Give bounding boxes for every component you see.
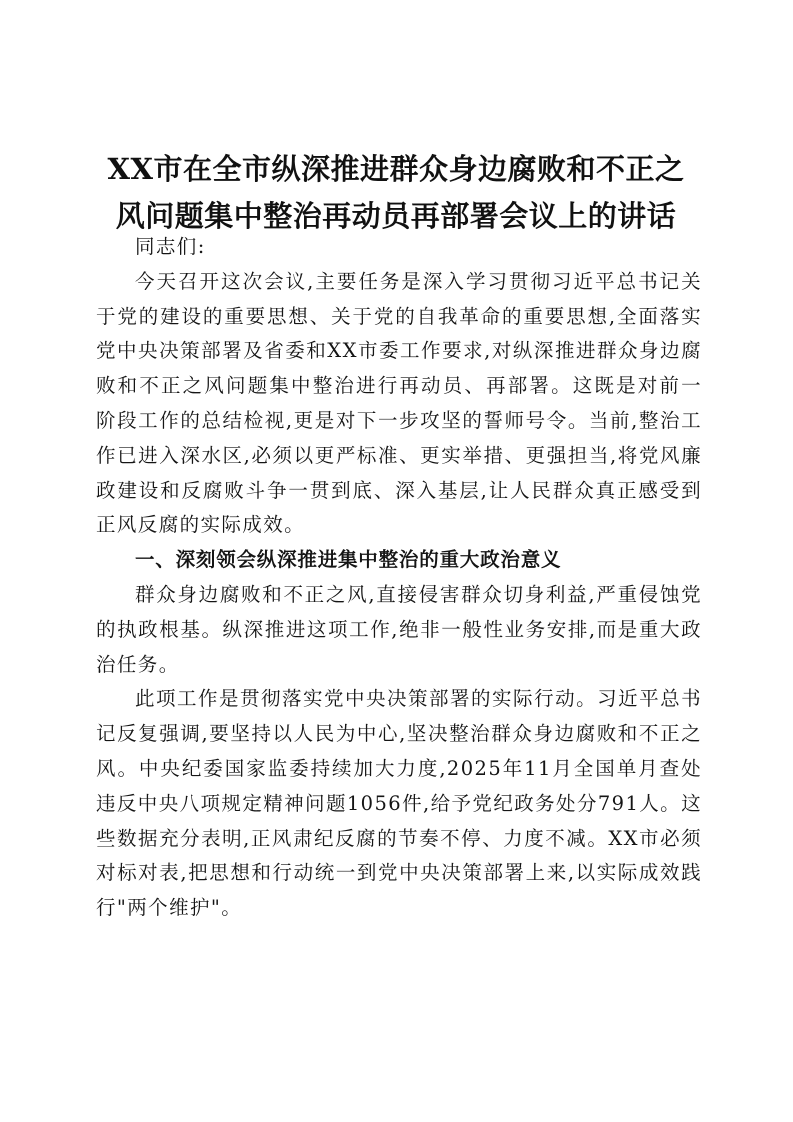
intro-paragraph: 今天召开这次会议,主要任务是深入学习贯彻习近平总书记关于党的建设的重要思想、关于党的自我革命的重要思想,全面落实党中央决策部署及省委和XX市委工作要求,对纵深推进群众身边腐败和不正之风问题集中整治进行再动员、再部署。这既是对前一阶段工作的总结检视,更是对下一步攻坚的誓师号令。当前,整治工作已进入深水区,必须以更严标准、更实举措、更强担当,将党风廉政建设和反腐败斗争一贯到底、深入基层,让人民群众真正感受到正风反腐的实际成效。 [96,269,702,537]
section-paragraph: 群众身边腐败和不正之风,直接侵害群众切身利益,严重侵蚀党的执政根基。纵深推进这项工作,绝非一般性业务安排,而是重大政治任务。 [96,582,702,676]
document-title: XX市在全市纵深推进群众身边腐败和不正之风问题集中整治再动员再部署会议上的讲话 [107,152,685,233]
section-paragraph: 此项工作是贯彻落实党中央决策部署的实际行动。习近平总书记反复强调,要坚持以人民为中心,坚决整治群众身边腐败和不正之风。中央纪委国家监委持续加大力度,2025年11月全国单月查处违反中央八项规定精神问题1056件,给予党纪政务处分791人。这些数据充分表明,正风肃纪反腐的节奏不停、力度不减。XX市必须对标对表,把思想和行动统一到党中央决策部署上来,以实际成效践行"两个维护"。 [96,687,702,920]
document-body [96,230,702,926]
greeting: 同志们: [135,235,206,258]
section-heading: 一、深刻领会纵深推进集中整治的重大政治意义 [135,548,562,572]
